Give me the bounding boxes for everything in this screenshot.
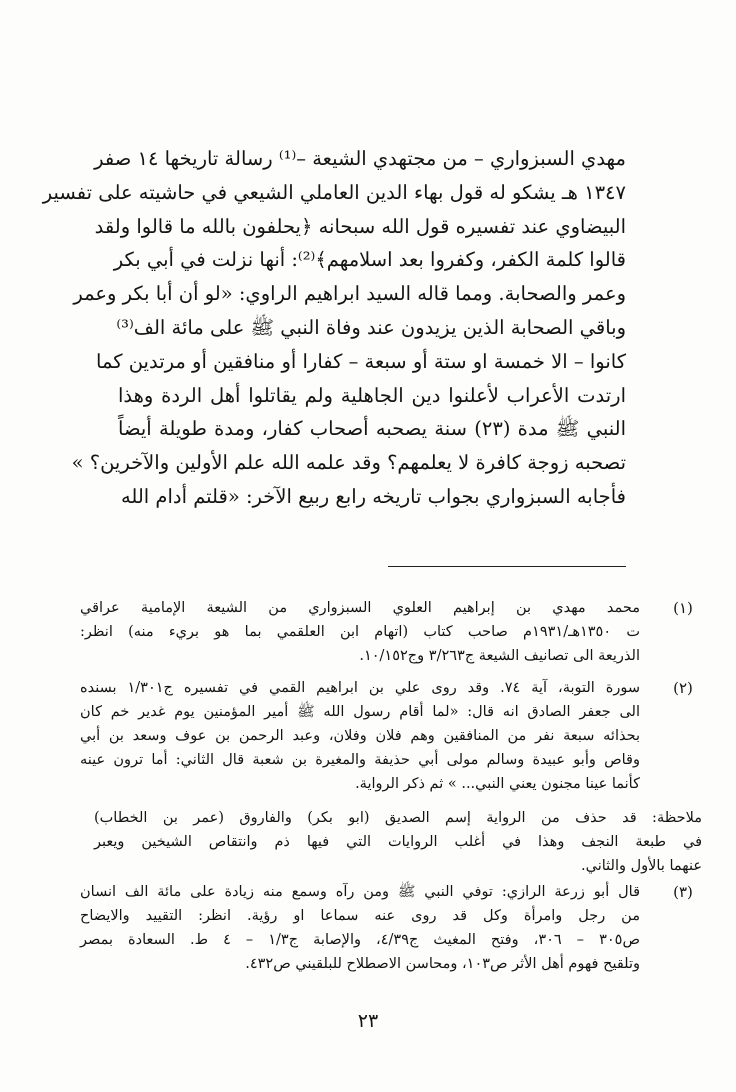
footnote-marker: (٣) xyxy=(673,883,693,901)
footnote-text xyxy=(94,806,702,878)
main-text xyxy=(42,142,626,514)
footnote-marker: (١) xyxy=(673,599,693,617)
main-text-line: وباقي الصحابة الذين يزيدون عند وفاة النبي ﷺ على مائة الف⁽³⁾ xyxy=(116,315,626,339)
footnote-line: كأنما عينا مجنون يعني النبي... » ثم ذكر الرواية. xyxy=(355,776,640,792)
footnote-line: من رجل وامرأة وكل قد روى عنه سماعا او رؤية. انظر: التقييد والايضاح xyxy=(80,908,640,924)
footnote-text xyxy=(80,676,640,796)
footnote-2 xyxy=(80,676,702,796)
footnote-line: عنهما بالأول والثاني. xyxy=(581,858,702,874)
footnote-line: بحذائه سبعة نفر من المنافقين وهم فلان وفلان، وعبد الرحمن بن عوف وسعد بن أبي xyxy=(80,728,640,744)
page-number: ٢٣ xyxy=(357,1010,379,1032)
footnote-separator xyxy=(388,566,626,567)
footnote-line: ص٣٠٥ – ٣٠٦، وفتح المغيث ج٤/٣٩، والإصابة ج١/٣ – ٤ ط. السعادة بمصر xyxy=(80,932,640,948)
footnote-line: في طبعة النجف وهذا في أغلب الروايات التي فيها ذم وانتقاص الشيخين ويعبر xyxy=(94,834,702,850)
main-text-line: تصحبه زوجة كافرة لا يعلمهم؟ وقد علمه الله علم الأولين والآخرين؟ » xyxy=(71,451,626,475)
footnote-line: ملاحظة: قد حذف من الرواية إسم الصديق (ابو بكر) والفاروق (عمر بن الخطاب) xyxy=(94,810,702,826)
footnote-line: وتلقيح فهوم أهل الأثر ص١٠٣، ومحاسن الاصطلاح للبلقيني ص٤٣٢. xyxy=(245,956,640,972)
main-text-line: ارتدت الأعراب لأعلنوا دين الجاهلية ولم يقاتلوا أهل الردة وهذا xyxy=(118,383,626,407)
main-text-line: النبي ﷺ مدة (٢٣) سنة يصحبه أصحاب كفار، ومدة طويلة أيضاً xyxy=(118,417,626,441)
footnote-1 xyxy=(80,596,702,668)
footnote-text xyxy=(80,880,640,976)
footnote-marker: (٢) xyxy=(673,679,693,697)
footnote-line: وقاص وأبو عبيدة وسالم مولى أبي حذيفة والمغيرة بن شعبة قال الثاني: أما ترون عينه xyxy=(80,752,640,768)
main-text-line: قالوا كلمة الكفر، وكفروا بعد اسلامهم﴾⁽²⁾: أنها نزلت في أبي بكر xyxy=(113,248,626,272)
main-text-line: مهدي السبزواري – من مجتهدي الشيعة –⁽¹⁾ رسالة تاريخها ١٤ صفر xyxy=(94,147,626,170)
footnote-line: ت ١٣٥٠هـ/١٩٣١م صاحب كتاب (اتهام ابن العلقمي بما هو بريء منه) انظر: xyxy=(80,624,640,640)
footnote-text xyxy=(80,596,640,668)
footnote-line: الذريعة الى تصانيف الشيعة ج٣/٢٦٣ وج١٠/١٥٢. xyxy=(359,648,640,664)
footnote-remark xyxy=(80,806,702,878)
footnote-line: سورة التوبة، آية ٧٤. وقد روى علي بن ابراهيم القمي في تفسيره ج١/٣٠١ بسنده xyxy=(80,680,640,696)
main-text-line: البيضاوي عند تفسيره قول الله سبحانه ﴿يحلفون بالله ما قالوا ولقد xyxy=(94,214,626,238)
main-text-line: فأجابه السبزواري بجواب تاريخه رابع ربيع الآخر: «قلتم أدام الله xyxy=(120,484,626,508)
footnote-3 xyxy=(80,880,702,976)
footnote-line: قال أبو زرعة الرازي: توفي النبي ﷺ ومن رآه وسمع منه زيادة على مائة الف انسان xyxy=(80,884,640,900)
main-text-line: وعمر والصحابة. ومما قاله السيد ابراهيم الراوي: «لو أن أبا بكر وعمر xyxy=(73,282,626,306)
main-text-line: ١٣٤٧ هـ يشكو له قول بهاء الدين العاملي الشيعي في حاشيته على تفسير xyxy=(42,180,626,204)
footnote-line: محمد مهدي بن إبراهيم العلوي السبزواري من الشيعة الإمامية عراقي xyxy=(80,600,640,616)
footnote-line: الى جعفر الصادق انه قال: «لما أقام رسول الله ﷺ أمير المؤمنين يوم غدير خم كان xyxy=(80,704,640,720)
main-text-line: كانوا – الا خمسة او ستة أو سبعة – كفارا أو منافقين أو مرتدين كما xyxy=(96,349,626,373)
